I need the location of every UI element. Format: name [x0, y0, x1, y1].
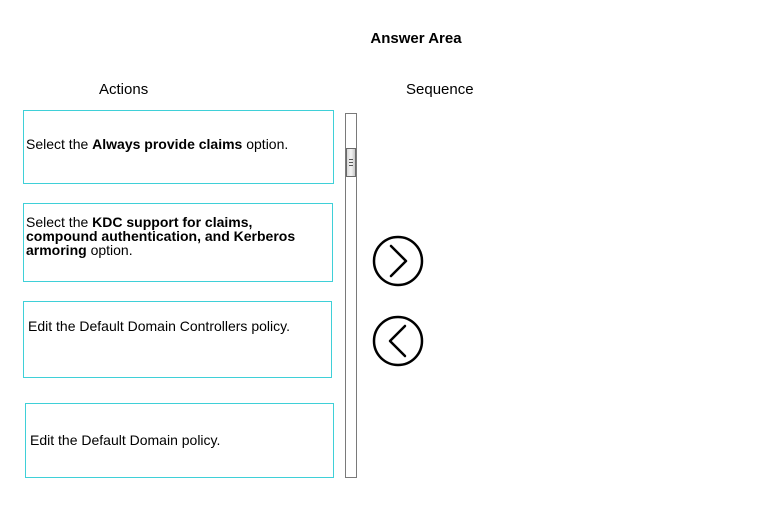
- scrollbar-thumb[interactable]: [346, 148, 356, 177]
- actions-column-header: Actions: [99, 81, 149, 98]
- action-card-text: Select the Always provide claims option.: [26, 136, 289, 152]
- action-card-edit-dc-policy[interactable]: [23, 301, 332, 378]
- move-left-button[interactable]: [372, 315, 424, 367]
- action-card-edit-domain-policy[interactable]: [25, 403, 334, 478]
- action-card-always-provide-claims[interactable]: [23, 110, 334, 184]
- action-card-text: Edit the Default Domain Controllers policy.: [28, 318, 290, 334]
- action-card-text: Edit the Default Domain policy.: [30, 432, 221, 448]
- action-card-kdc-support[interactable]: [23, 203, 333, 282]
- action-card-text: Select the KDC support for claims, compound authentication, and Kerberos armoring option.: [26, 214, 296, 258]
- answer-area-title: Answer Area: [370, 30, 462, 47]
- sequence-column-header: Sequence: [406, 81, 474, 98]
- actions-scrollbar[interactable]: [345, 113, 357, 478]
- chevron-right-circle-icon: [372, 235, 424, 287]
- chevron-left-circle-icon: [372, 315, 424, 367]
- move-right-button[interactable]: [372, 235, 424, 287]
